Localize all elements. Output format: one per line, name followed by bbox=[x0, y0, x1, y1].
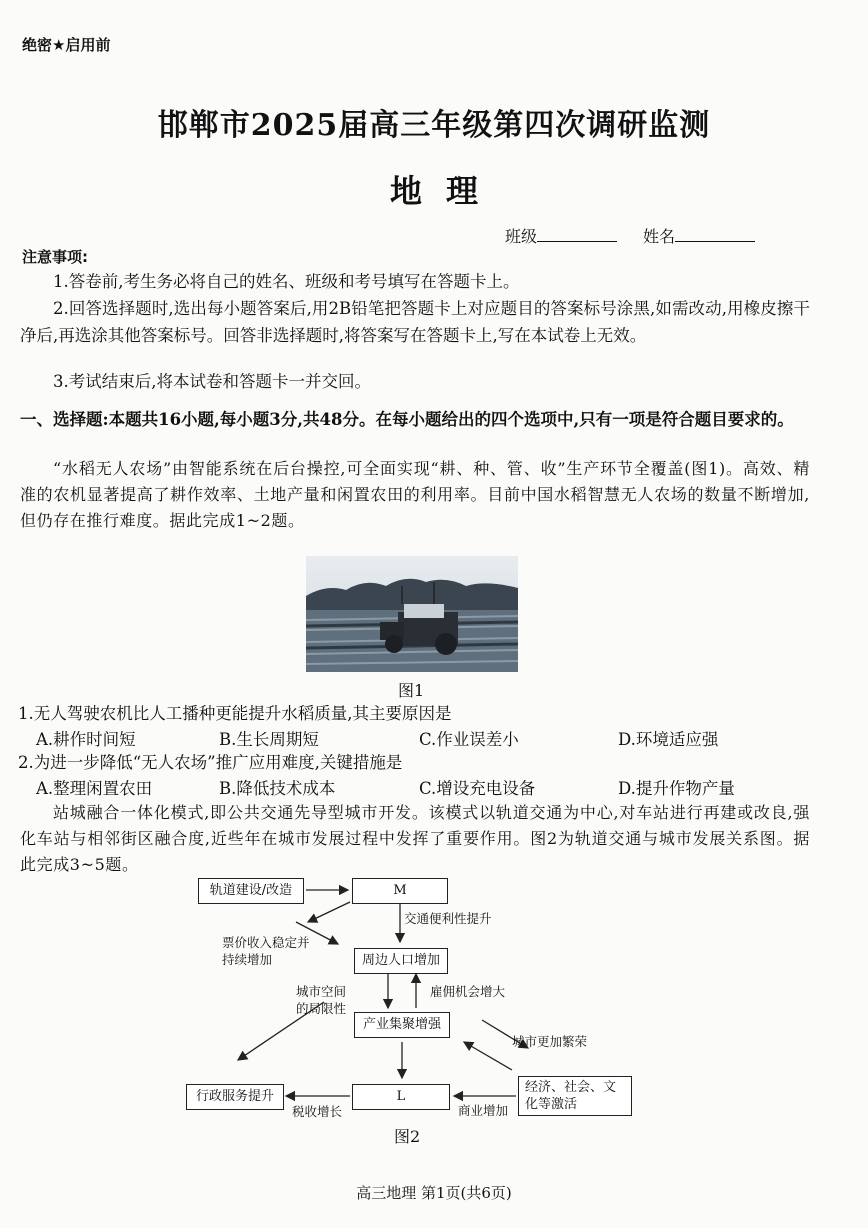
box-population-increase: 周边人口增加 bbox=[354, 948, 448, 974]
question-1-option-c: C.作业误差小 bbox=[419, 730, 519, 749]
notice-heading: 注意事项: bbox=[22, 248, 88, 266]
label-jobs: 雇佣机会增大 bbox=[430, 984, 506, 999]
box-l: L bbox=[352, 1084, 450, 1110]
label-prosper: 城市更加繁荣 bbox=[512, 1034, 588, 1049]
notice-item-1: 1.答卷前,考生务必将自己的姓名、班级和考号填写在答题卡上。 bbox=[53, 272, 520, 291]
question-2-option-c: C.增设充电设备 bbox=[419, 779, 536, 798]
label-tax: 税收增长 bbox=[292, 1104, 343, 1119]
unmanned-farm-photo bbox=[306, 556, 518, 672]
exam-title: 邯郸市2025届高三年级第四次调研监测 bbox=[157, 108, 711, 143]
box-m: M bbox=[352, 878, 448, 904]
confidential-label: 绝密★启用前 bbox=[22, 36, 111, 54]
question-2-option-b: B.降低技术成本 bbox=[219, 779, 336, 798]
figure-2-caption: 图2 bbox=[394, 1127, 421, 1146]
class-field bbox=[505, 224, 617, 247]
box-economy-society: 经济、社会、文化等激活 bbox=[518, 1076, 632, 1116]
question-1-option-d: D.环境适应强 bbox=[618, 730, 719, 749]
question-2-option-d: D.提升作物产量 bbox=[618, 779, 735, 798]
class-blank bbox=[537, 227, 617, 242]
notice-item-3: 3.考试结束后,将本试卷和答题卡一并交回。 bbox=[53, 372, 371, 391]
page-footer: 高三地理 第1页(共6页) bbox=[356, 1184, 512, 1202]
box-admin-service: 行政服务提升 bbox=[186, 1084, 284, 1110]
label-commerce: 商业增加 bbox=[458, 1103, 509, 1118]
label-ticket-revenue: 票价收入稳定并持续增加 bbox=[222, 935, 310, 967]
name-blank bbox=[675, 227, 755, 242]
label-space-limit: 城市空间的局限性 bbox=[296, 984, 347, 1016]
subject-title: 地理 bbox=[389, 172, 502, 210]
box-rail-construction: 轨道建设/改造 bbox=[198, 878, 304, 904]
class-label: 班级 bbox=[505, 227, 538, 246]
intro-paragraph-2: 站城融合一体化模式,即公共交通先导型城市开发。该模式以轨道交通为中心,对车站进行再建或改良,强化车站与相邻街区融合度,近些年在城市发展过程中发挥了重要作用。图2为轨道交通与城市发展关系图。据此完成3~5题。 bbox=[20, 803, 810, 874]
name-field bbox=[643, 224, 755, 247]
figure-1-caption: 图1 bbox=[398, 681, 425, 700]
question-1-stem: 1.无人驾驶农机比人工播种更能提升水稻质量,其主要原因是 bbox=[18, 704, 452, 723]
box-industry-agglomeration: 产业集聚增强 bbox=[354, 1012, 450, 1038]
section-heading: 一、选择题:本题共16小题,每小题3分,共48分。在每小题给出的四个选项中,只有一项是符合题目要求的。 bbox=[20, 410, 794, 429]
question-2-stem: 2.为进一步降低“无人农场”推广应用难度,关键措施是 bbox=[18, 753, 403, 772]
question-1-option-a: A.耕作时间短 bbox=[36, 730, 136, 749]
name-label: 姓名 bbox=[643, 227, 676, 246]
notice-item-2: 2.回答选择题时,选出每小题答案后,用2B铅笔把答题卡上对应题目的答案标号涂黑,如需改动,用橡皮擦干净后,再选涂其他答案标号。回答非选择题时,将答案写在答题卡上,写在本试卷上无效。 bbox=[20, 299, 810, 345]
intro-paragraph-1: “水稻无人农场”由智能系统在后台操控,可全面实现“耕、种、管、收”生产环节全覆盖(图1)。高效、精准的农机显著提高了耕作效率、土地产量和闲置农田的利用率。目前中国水稻智慧无人农场的数量不断增加,但仍存在推行难度。据此完成1~2题。 bbox=[20, 459, 810, 530]
question-2-option-a: A.整理闲置农田 bbox=[36, 779, 153, 798]
label-convenience: 交通便利性提升 bbox=[404, 911, 492, 926]
question-1-option-b: B.生长周期短 bbox=[219, 730, 319, 749]
